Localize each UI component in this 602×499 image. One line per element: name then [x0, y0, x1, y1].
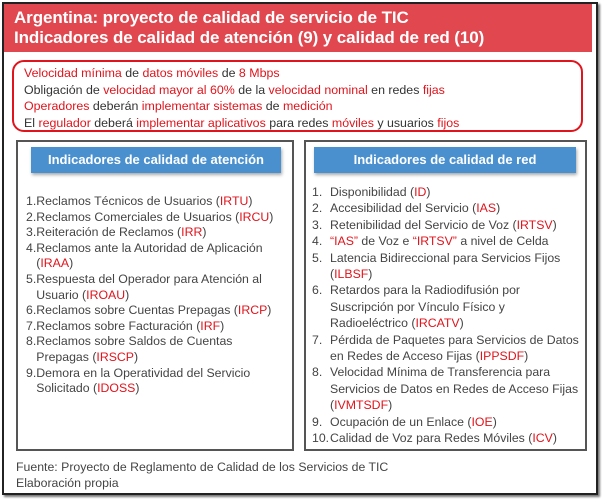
indicator-number: 3.: [26, 225, 37, 240]
objective-segment: El: [24, 115, 39, 130]
indicator-item: [312, 184, 584, 200]
indicator-item: [312, 414, 584, 430]
indicator-suffix: a nivel de Celda: [456, 234, 549, 249]
indicator-item: [26, 366, 288, 397]
indicator-code: “IRTSV”: [412, 234, 457, 249]
indicator-text: [330, 430, 584, 446]
objective-segment: de: [218, 66, 239, 80]
indicator-item: [312, 250, 584, 283]
indicator-suffix: ): [426, 185, 431, 199]
indicator-number: 5.: [312, 250, 323, 265]
network-panel-title: Indicadores de calidad de red: [314, 147, 576, 173]
indicator-code: IRAA: [40, 256, 70, 271]
indicator-label: Reclamos sobre Cuentas Prepagas (: [36, 303, 238, 318]
objective-segment: velocidad mayor al 60%: [103, 82, 235, 97]
indicator-code: IOE: [471, 414, 493, 429]
indicator-item: [312, 200, 584, 216]
objective-segment: Operadores: [24, 99, 90, 113]
indicator-suffix: ): [134, 349, 139, 364]
attention-indicator-list: [26, 194, 288, 397]
indicator-text: [330, 364, 584, 413]
indicator-item: [26, 241, 288, 272]
footer: [16, 460, 388, 491]
footer-source: Fuente: Proyecto de Reglamento de Calidad de los Servicios de TIC: [16, 460, 389, 474]
indicator-item: [312, 282, 584, 331]
indicator-item: [26, 194, 288, 210]
indicator-label: Reiteración de Reclamos (: [36, 225, 182, 240]
objective-segment: Velocidad mínima: [24, 66, 122, 80]
indicator-suffix: ): [135, 381, 140, 396]
indicator-label: Accesibilidad del Servicio (: [330, 201, 477, 216]
indicator-label: Velocidad Mínima de Transferencia para Servicios de Datos en Redes de Acceso Fijas (: [330, 365, 579, 413]
objective-line: [24, 65, 571, 82]
indicator-code: IRCATV: [415, 316, 460, 331]
indicator-suffix: ): [368, 267, 373, 282]
indicator-number: 7.: [312, 332, 323, 347]
indicator-item: [26, 272, 288, 303]
objective-segment: 8 Mbps: [238, 66, 280, 80]
header-title: Argentina: proyecto de calidad de servicio de TIC: [14, 8, 409, 27]
indicator-number: 4.: [26, 240, 37, 255]
indicator-number: 2.: [312, 201, 323, 216]
indicator-number: 9.: [26, 365, 37, 380]
indicator-item: [26, 319, 288, 335]
network-indicator-list: [312, 184, 584, 447]
indicator-code: IDOSS: [97, 381, 136, 396]
indicator-number: 2.: [26, 209, 37, 224]
indicator-label: Reclamos Comerciales de Usuarios (: [36, 209, 240, 224]
indicator-text: [330, 332, 584, 365]
indicator-label: Reclamos ante la Autoridad de Aplicación (: [36, 240, 263, 271]
indicator-text: [330, 250, 584, 283]
objective-segment: deberán: [89, 99, 142, 113]
indicator-code: IAS: [476, 201, 497, 216]
indicator-label: Reclamos sobre Saldos de Cuentas Prepagas (: [36, 334, 233, 364]
indicator-code: ILBSF: [334, 267, 369, 282]
indicator-label: de Voz e: [358, 234, 413, 249]
indicator-code: IRF: [200, 318, 221, 333]
indicator-suffix: ): [125, 287, 130, 302]
indicator-text: [36, 272, 288, 303]
indicator-suffix: ): [524, 349, 529, 364]
indicator-suffix: ): [552, 217, 557, 232]
indicator-label: Retenibilidad del Servicio de Voz (: [330, 217, 517, 232]
indicator-text: [330, 217, 584, 233]
indicator-text: [36, 303, 288, 319]
indicator-number: 4.: [312, 234, 323, 249]
indicator-code: “IAS”: [330, 234, 359, 249]
indicator-text: [36, 334, 288, 365]
indicator-text: [330, 282, 584, 331]
indicator-text: [36, 194, 288, 210]
indicator-number: 10.: [312, 431, 330, 446]
objective-segment: velocidad nominal: [268, 82, 368, 97]
indicator-label: Calidad de Voz para Redes Móviles (: [330, 431, 533, 446]
indicator-item: [312, 233, 584, 249]
indicator-code: IPPSDF: [479, 349, 525, 364]
indicator-item: [312, 364, 584, 413]
indicator-suffix: ): [248, 194, 253, 208]
indicator-code: ID: [414, 185, 427, 199]
indicator-number: 6.: [26, 303, 37, 318]
indicator-suffix: ): [552, 431, 557, 446]
indicator-suffix: ): [202, 225, 207, 240]
objective-segment: medición: [282, 99, 333, 113]
objective-segment: de: [262, 99, 283, 113]
indicator-code: IRSCP: [96, 349, 135, 364]
indicator-label: Demora en la Operatividad del Servicio Solicitado (: [36, 365, 251, 396]
indicator-item: [26, 303, 288, 319]
indicator-suffix: ): [492, 414, 497, 429]
indicator-suffix: ): [388, 398, 393, 413]
indicator-text: [330, 233, 584, 249]
objective-segment: de: [121, 66, 143, 80]
indicator-item: [26, 225, 288, 241]
indicator-item: [26, 334, 288, 365]
indicator-label: Pérdida de Paquetes para Servicios de Datos en Redes de Acceso Fijas (: [330, 332, 579, 364]
indicator-code: IRR: [181, 225, 203, 240]
indicator-text: [330, 200, 584, 216]
indicator-number: 6.: [312, 283, 323, 298]
indicator-code: IRCP: [237, 303, 268, 318]
indicator-suffix: ): [69, 256, 74, 271]
indicator-suffix: ): [220, 318, 225, 333]
indicator-text: [330, 414, 584, 430]
indicator-number: 7.: [26, 318, 37, 333]
objective-segment: Obligación de: [24, 82, 104, 97]
indicator-text: [36, 225, 288, 241]
indicator-label: Reclamos Técnicos de Usuarios (: [36, 194, 220, 208]
indicator-code: IRTU: [219, 194, 249, 208]
indicator-code: ICV: [532, 431, 553, 446]
indicator-label: Ocupación de un Enlace (: [330, 414, 472, 429]
network-indicators-panel: [304, 140, 587, 451]
indicator-label: Disponibilidad (: [330, 185, 415, 199]
indicator-label: Respuesta del Operador para Atención al Usuario (: [36, 271, 262, 302]
objective-segment: deberá: [90, 115, 137, 130]
objective-segment: para redes: [265, 115, 332, 130]
header-subtitle: Indicadores de calidad de atención (9) y calidad de red (10): [14, 28, 485, 47]
indicator-number: 9.: [312, 414, 323, 429]
indicator-suffix: ): [459, 316, 464, 331]
attention-panel-title: Indicadores de calidad de atención: [31, 147, 281, 173]
indicator-item: [26, 210, 288, 226]
objective-segment: y usuarios: [373, 115, 438, 130]
objective-segment: fijos: [437, 115, 460, 130]
indicator-text: [36, 210, 288, 226]
objective-line: [24, 98, 571, 115]
objective-line: [24, 115, 571, 132]
objective-segment: fijas: [422, 82, 445, 97]
objectives-box: [12, 60, 583, 132]
indicator-suffix: ): [496, 201, 501, 216]
objective-segment: implementar sistemas: [141, 99, 263, 113]
objective-line: [24, 82, 571, 99]
objective-segment: móviles: [331, 115, 374, 130]
indicator-code: IRCU: [239, 209, 270, 224]
objective-segment: en redes: [367, 82, 423, 97]
indicator-number: 3.: [312, 217, 323, 232]
indicator-label: Reclamos sobre Facturación (: [36, 318, 201, 333]
indicator-code: IRTSV: [516, 217, 553, 232]
indicator-label: Retardos para la Radiodifusión por Suscripción por Vínculo Físico y Radioeléctrico (: [330, 283, 521, 331]
indicator-number: 5.: [26, 271, 37, 286]
indicator-number: 8.: [26, 334, 37, 349]
indicator-number: 8.: [312, 365, 323, 380]
objective-segment: de la: [234, 82, 269, 97]
footer-credit: Elaboración propia: [16, 475, 119, 490]
objective-segment: implementar aplicativos: [136, 115, 266, 130]
indicator-code: IROAU: [86, 287, 126, 302]
attention-indicators-panel: [16, 140, 294, 451]
indicator-suffix: ): [267, 303, 272, 318]
indicator-item: [312, 217, 584, 233]
indicator-suffix: ): [269, 209, 274, 224]
indicator-item: [312, 332, 584, 365]
indicator-text: [330, 184, 584, 200]
slide-header: [4, 4, 592, 52]
indicator-number: 1.: [312, 185, 323, 199]
indicator-text: [36, 366, 288, 397]
indicator-code: IVMTSDF: [334, 398, 389, 413]
indicator-number: 1.: [26, 194, 37, 208]
indicator-text: [36, 319, 288, 335]
indicator-text: [36, 241, 288, 272]
indicator-item: [312, 430, 584, 446]
indicator-label: Latencia Bidireccional para Servicios Fijos (: [330, 250, 561, 282]
objective-segment: datos móviles: [142, 66, 219, 80]
objective-segment: regulador: [38, 115, 91, 130]
